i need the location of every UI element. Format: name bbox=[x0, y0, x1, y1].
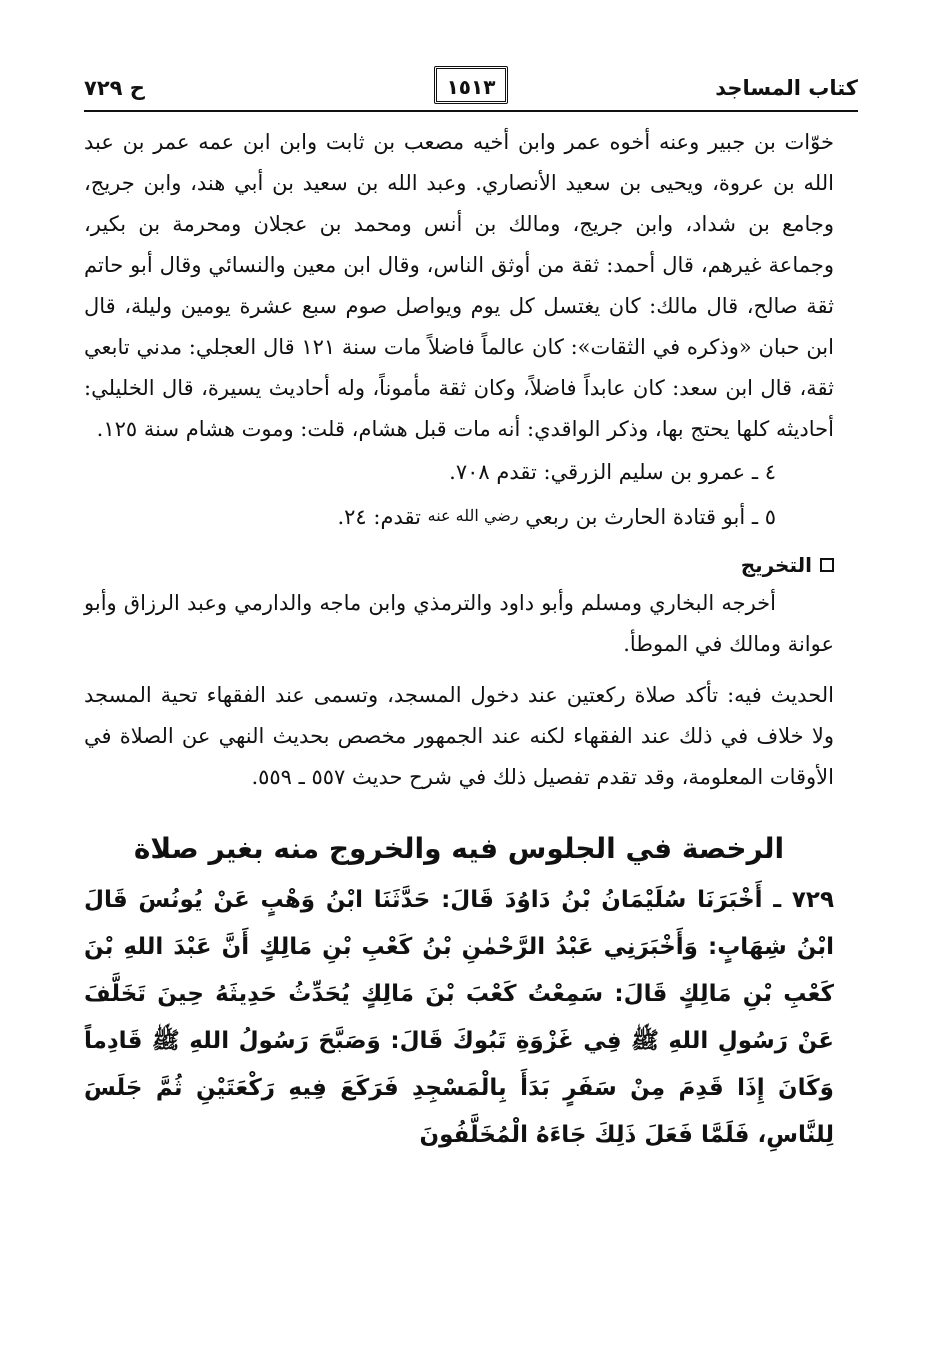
bio-line: عمر بن عبد الله بن عروة، ويحيى بن سعيد الأنصاري. وعبد الله بن سعيد بن bbox=[84, 130, 834, 195]
bio-line: أوثق الناس، وقال ابن معين والنسائي وقال أبو حاتم ثقة صالح، قال مالك: bbox=[84, 253, 834, 318]
commentary-line: النهي عن الصلاة في الأوقات المعلومة، وقد تقدم تفصيل ذلك في شرح bbox=[84, 724, 834, 789]
hadith-line: ابْنُ شِهَابٍ: وَأَخْبَرَنِي عَبْدُ الرَّحْمٰنِ بْنُ كَعْبِ بْنِ مَالِكٍ أَنَّ عَبْدَ اللهِ بْنَ كَعْبِ بْنِ bbox=[84, 934, 834, 1007]
narrator-5-name: ٥ ـ أبو قتادة الحارث بن ربعي bbox=[525, 505, 776, 529]
takhrij-line: أخرجه البخاري ومسلم وأبو داود والترمذي وابن ماجه والدارمي bbox=[234, 591, 777, 615]
hadith-line: بِالْمَسْجِدِ فَرَكَعَ فِيهِ رَكْعَتَيْنِ ثُمَّ جَلَسَ لِلنَّاسِ، فَلَمَّا فَعَلَ ذَلِكَ جَاءَهُ الْمُخَلَّفُونَ bbox=[84, 1075, 834, 1148]
page-body bbox=[84, 122, 834, 1159]
bio-line: خوّات بن جبير وعنه أخوه عمر وابن أخيه مصعب بن ثابت وابن ابن عمه bbox=[198, 130, 834, 154]
commentary-line: حديث ٥٥٧ ـ ٥٥٩. bbox=[251, 765, 403, 789]
bio-line: تابعي ثقة، قال ابن سعد: كان عابداً فاضلاً، وكان ثقة مأموناً، وله أحاديث bbox=[84, 335, 834, 400]
hadith-line: فِي غَزْوَةِ تَبُوكَ قَالَ: وَصَبَّحَ رَسُولُ اللهِ ﷺ قَادِماً وَكَانَ إِذَا قَدِمَ مِنْ سَفَرٍ بَدَأَ bbox=[84, 1028, 834, 1101]
chapter-heading: الرخصة في الجلوس فيه والخروج منه بغير صلاة bbox=[133, 832, 785, 865]
page-header bbox=[84, 62, 858, 110]
commentary-line: الحديث فيه: تأكد صلاة ركعتين عند دخول المسجد، وتسمى عند الفقهاء تحية bbox=[160, 683, 834, 707]
bio-line: «وذكره في الثقات»: كان عالماً فاضلاً مات سنة ١٢١ قال العجلي: مدني bbox=[136, 335, 752, 359]
hadith-line: مَالِكٍ قَالَ: سَمِعْتُ كَعْبَ بْنَ مَالِكٍ يُحَدِّثُ حَدِيثَهُ حِينَ تَخَلَّفَ عَنْ رَسُولِ اللهِ ﷺ bbox=[84, 981, 834, 1054]
commentary bbox=[84, 675, 834, 798]
takhrij-heading-label: التخريج bbox=[740, 553, 812, 577]
takhrij-line: وعبد الرزاق وأبو عوانة ومالك في الموطأ. bbox=[84, 591, 834, 656]
takhrij-heading bbox=[84, 553, 834, 577]
narrator-4: ٤ ـ عمرو بن سليم الزرقي: تقدم ٧٠٨. bbox=[449, 460, 776, 484]
bio-line: كان يغتسل كل يوم ويواصل صوم سبع عشرة يومين وليلة، قال ابن حبان bbox=[84, 294, 834, 359]
running-chapter-title: كتاب المساجد bbox=[715, 76, 858, 100]
commentary-line: المسجد ولا خلاف في ذلك عند الفقهاء لكنه عند الجمهور مخصص بحديث bbox=[84, 683, 834, 748]
hadith-line: ٧٢٩ ـ أَخْبَرَنَا سُلَيْمَانُ بْنُ دَاوُدَ قَالَ: حَدَّثَنَا ابْنُ وَهْبٍ عَنْ يُونُسَ قَالَ bbox=[84, 887, 834, 913]
takhrij-text bbox=[84, 583, 834, 665]
hadith-text bbox=[84, 877, 834, 1159]
narrator-bio bbox=[84, 122, 834, 450]
bio-line: يسيرة، قال الخليلي: أحاديثه كلها يحتج بها، وذكر الواقدي: أنه مات قبل bbox=[84, 376, 834, 441]
bio-line: هشام، قلت: وموت هشام سنة ١٢٥. bbox=[96, 417, 408, 441]
bio-line: ومحمد بن عجلان ومحرمة بن بكير، وجماعة غيرهم، قال أحمد: ثقة من bbox=[84, 212, 834, 277]
narrator-5-ref: تقدم: ٢٤. bbox=[337, 505, 421, 529]
running-hadith-ref: ح ٧٢٩ bbox=[84, 76, 145, 100]
page-number-box: ١٥١٣ bbox=[434, 66, 508, 104]
spacer bbox=[84, 665, 834, 675]
header-rule bbox=[84, 110, 858, 112]
radiallahu-anhu-glyph: رضي الله عنه bbox=[427, 506, 519, 525]
bio-line: أبي هند، وابن جريج، وجامع بن شداد، وابن جريج، ومالك بن أنس bbox=[84, 171, 834, 236]
narrator-5 bbox=[84, 494, 834, 539]
square-bullet-icon bbox=[820, 558, 834, 572]
